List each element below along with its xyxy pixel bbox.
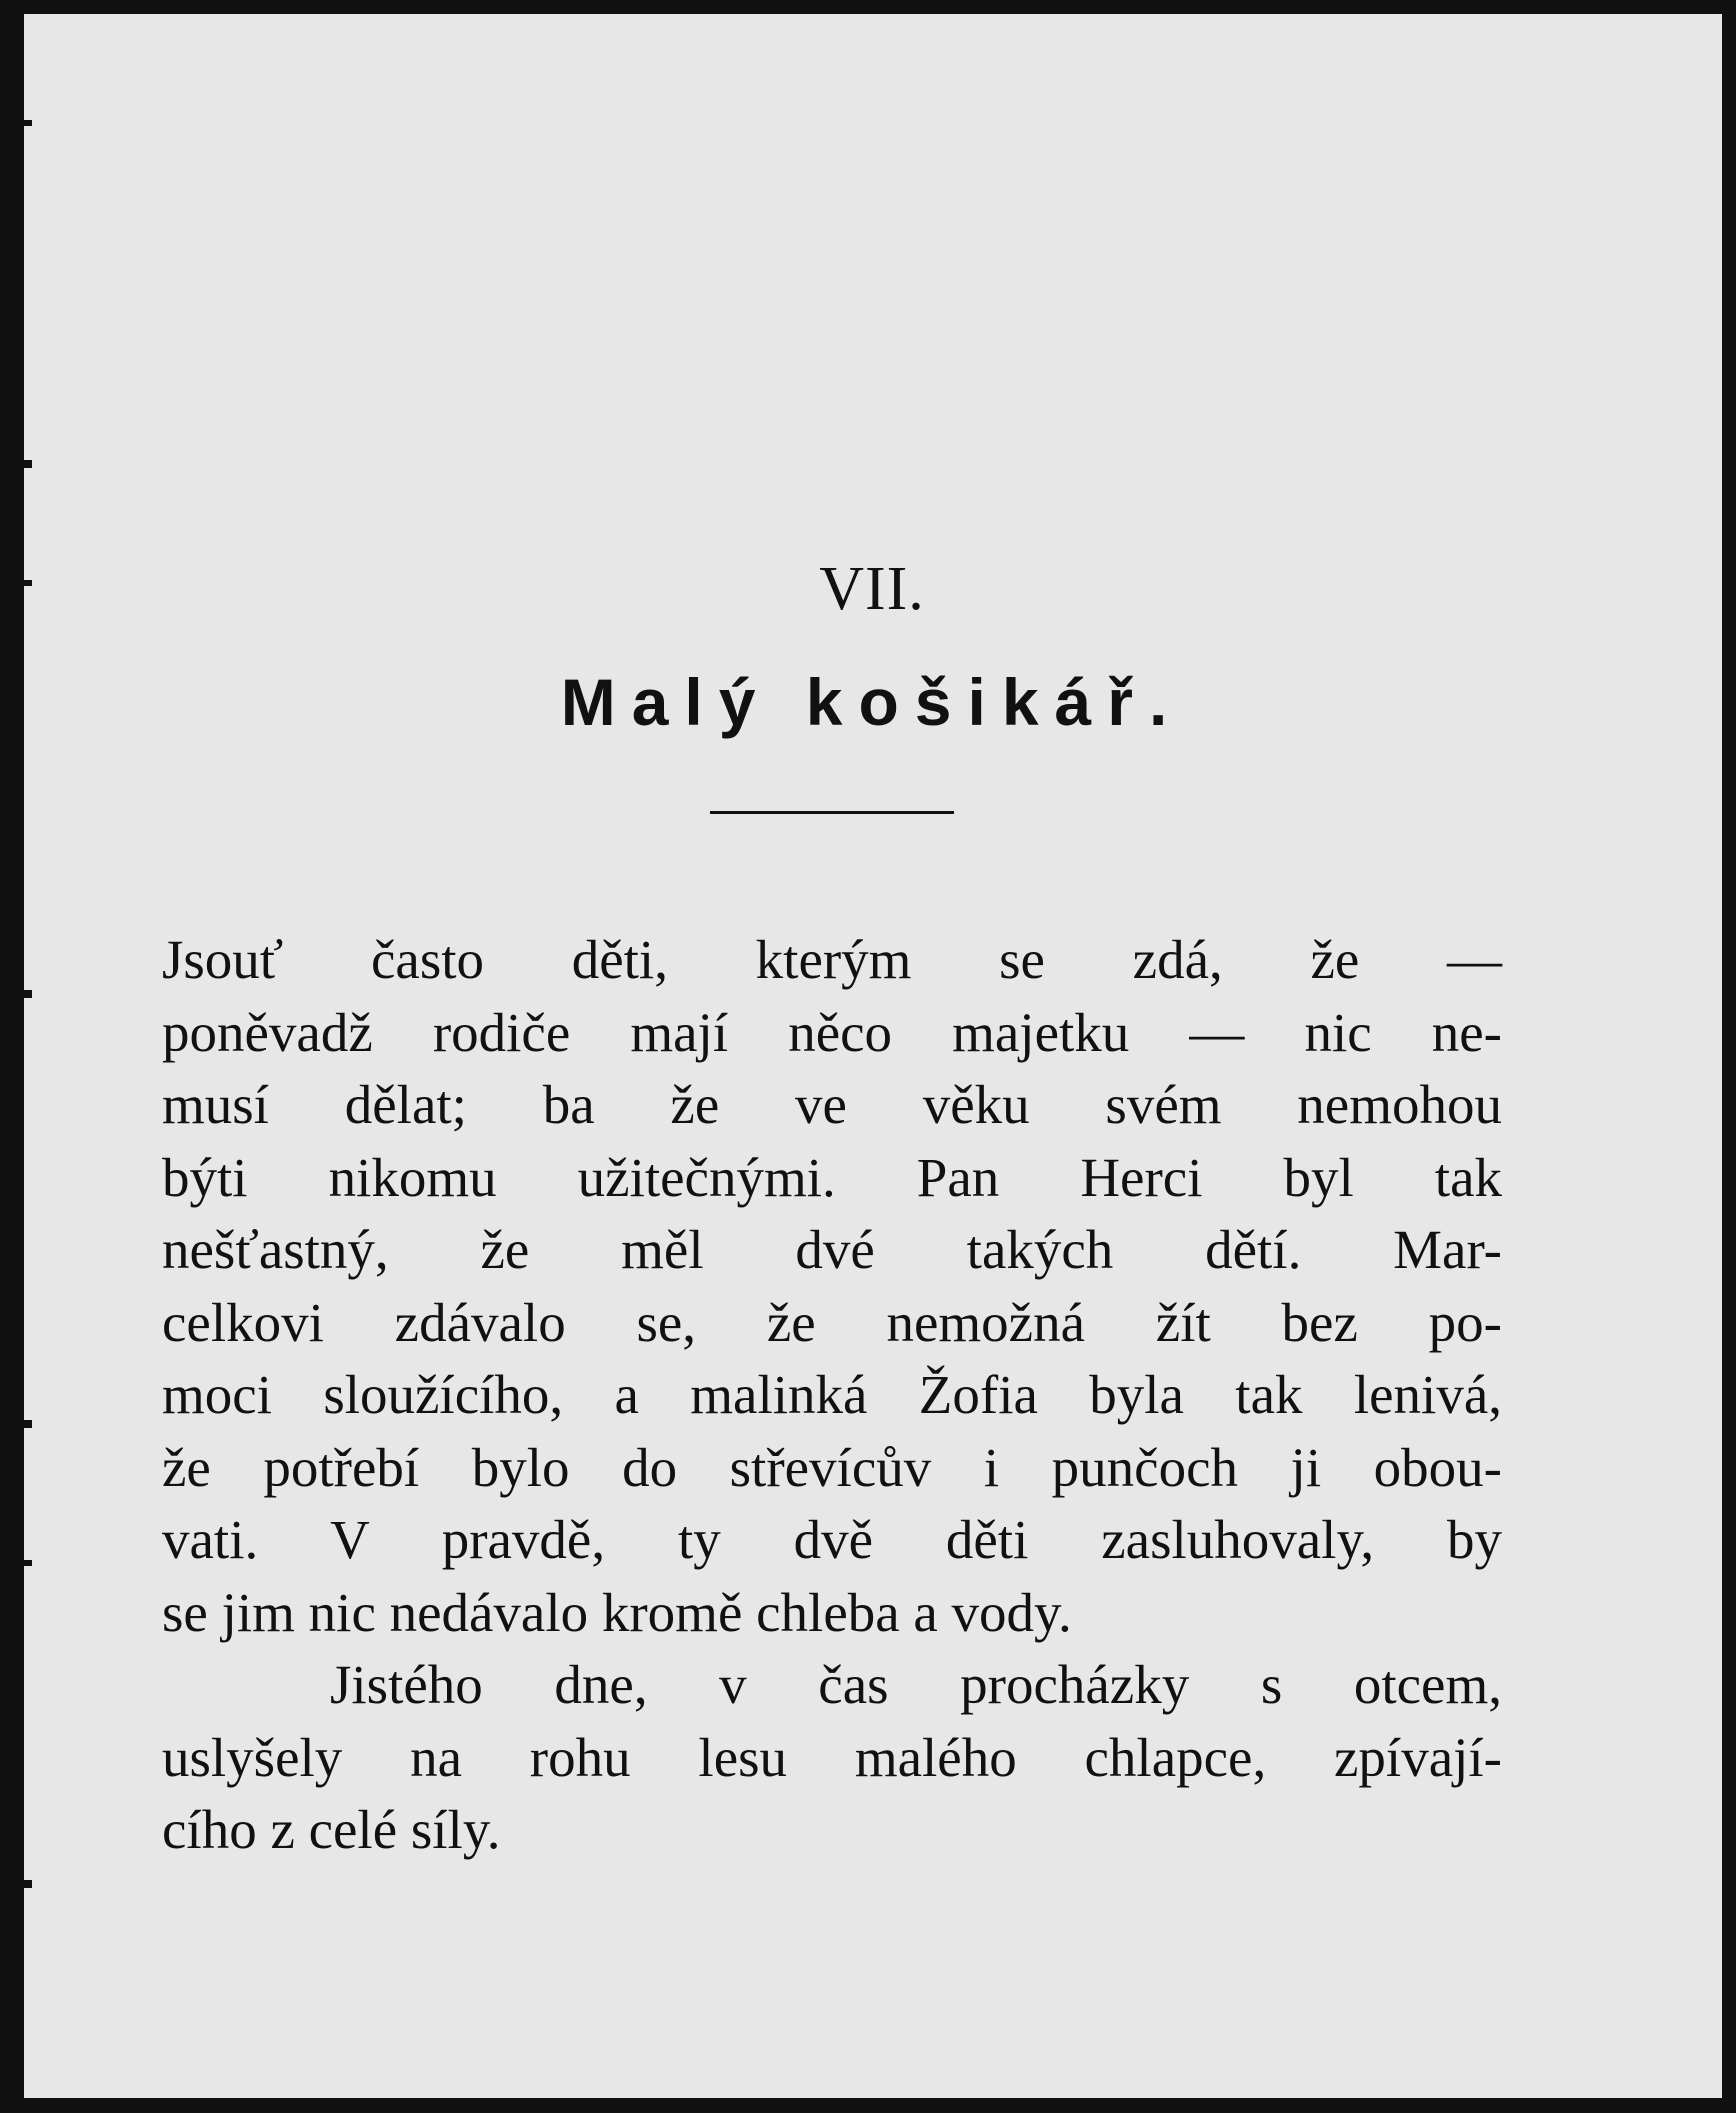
text-line: Jistého dne, v čas procházky s otcem, <box>162 1649 1502 1722</box>
paragraph-1 <box>162 924 1502 1649</box>
text-line: býti nikomu užitečnými. Pan Herci byl tak <box>162 1142 1502 1215</box>
binding-spine <box>8 0 32 2108</box>
text-line: moci sloužícího, a malinká Žofia byla tak lenivá, <box>162 1359 1502 1432</box>
text-line: musí dělat; ba že ve věku svém nemohou <box>162 1069 1502 1142</box>
text-line: se jim nic nedávalo kromě chleba a vody. <box>162 1577 1502 1650</box>
scan-border-top <box>0 0 1736 14</box>
title-divider <box>710 811 954 814</box>
paragraph-2 <box>162 1649 1502 1867</box>
text-line: Jsouť často děti, kterým se zdá, že — <box>162 924 1502 997</box>
binding-stitches <box>8 0 32 2108</box>
scan-border-right <box>1722 0 1736 2108</box>
text-line: poněvadž rodiče mají něco majetku — nic ne- <box>162 997 1502 1070</box>
text-line: uslyšely na rohu lesu malého chlapce, zpívají- <box>162 1722 1502 1795</box>
chapter-number: VII. <box>22 554 1722 625</box>
scan-border-bottom <box>0 2098 1736 2108</box>
text-line: nešťastný, že měl dvé takých dětí. Mar- <box>162 1214 1502 1287</box>
chapter-title: Malý košikář. <box>22 664 1722 740</box>
book-page <box>22 14 1722 2098</box>
chapter-body <box>162 924 1502 1867</box>
text-line: že potřebí bylo do střevícův i punčoch ji obou- <box>162 1432 1502 1505</box>
text-line: cího z celé síly. <box>162 1794 1502 1867</box>
text-line: vati. V pravdě, ty dvě děti zasluhovaly, by <box>162 1504 1502 1577</box>
text-line: celkovi zdávalo se, že nemožná žít bez po- <box>162 1287 1502 1360</box>
